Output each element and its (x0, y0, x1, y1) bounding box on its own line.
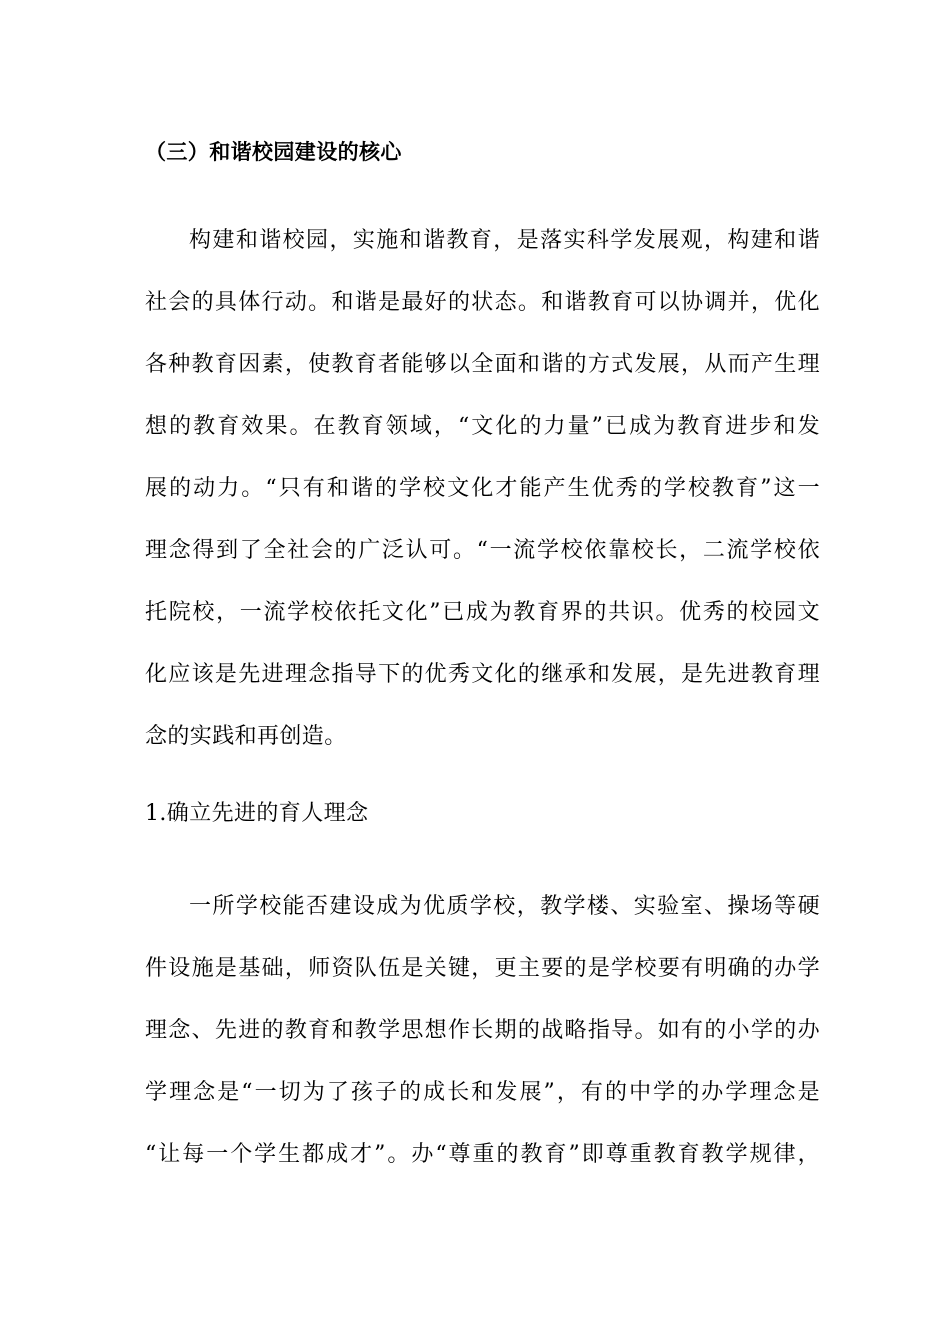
paragraph1-line-9: 念的实践和再创造。 (145, 724, 347, 749)
paragraph1-line-4: 想的教育效果。在教育领域，“文化的力量”已成为教育进步和发 (145, 414, 820, 439)
paragraph1-line-2: 社会的具体行动。和谐是最好的状态。和谐教育可以协调并，优化 (145, 290, 820, 315)
paragraph2-line-1: 一所学校能否建设成为优质学校，教学楼、实验室、操场等硬 (189, 894, 820, 919)
paragraph1-line-6: 理念得到了全社会的广泛认可。“一流学校依靠校长，二流学校依 (145, 538, 820, 563)
subheading: 1.确立先进的育人理念 (145, 801, 369, 826)
paragraph1-line-8: 化应该是先进理念指导下的优秀文化的继承和发展，是先进教育理 (145, 662, 820, 687)
paragraph1-line-1: 构建和谐校园，实施和谐教育，是落实科学发展观，构建和谐 (189, 228, 820, 253)
section-heading: （三）和谐校园建设的核心 (145, 140, 402, 164)
paragraph2-line-5: “让每一个学生都成才”。办“尊重的教育”即尊重教育教学规律， (145, 1142, 820, 1167)
paragraph2-line-4: 学理念是“一切为了孩子的成长和发展”，有的中学的办学理念是 (145, 1080, 820, 1105)
paragraph1-line-3: 各种教育因素，使教育者能够以全面和谐的方式发展，从而产生理 (145, 352, 820, 377)
paragraph2-line-3: 理念、先进的教育和教学思想作长期的战略指导。如有的小学的办 (145, 1018, 820, 1043)
paragraph1-line-5: 展的动力。“只有和谐的学校文化才能产生优秀的学校教育”这一 (145, 476, 820, 501)
paragraph2-line-2: 件设施是基础，师资队伍是关键，更主要的是学校要有明确的办学 (145, 956, 820, 981)
paragraph1-line-7: 托院校，一流学校依托文化”已成为教育界的共识。优秀的校园文 (145, 600, 820, 625)
